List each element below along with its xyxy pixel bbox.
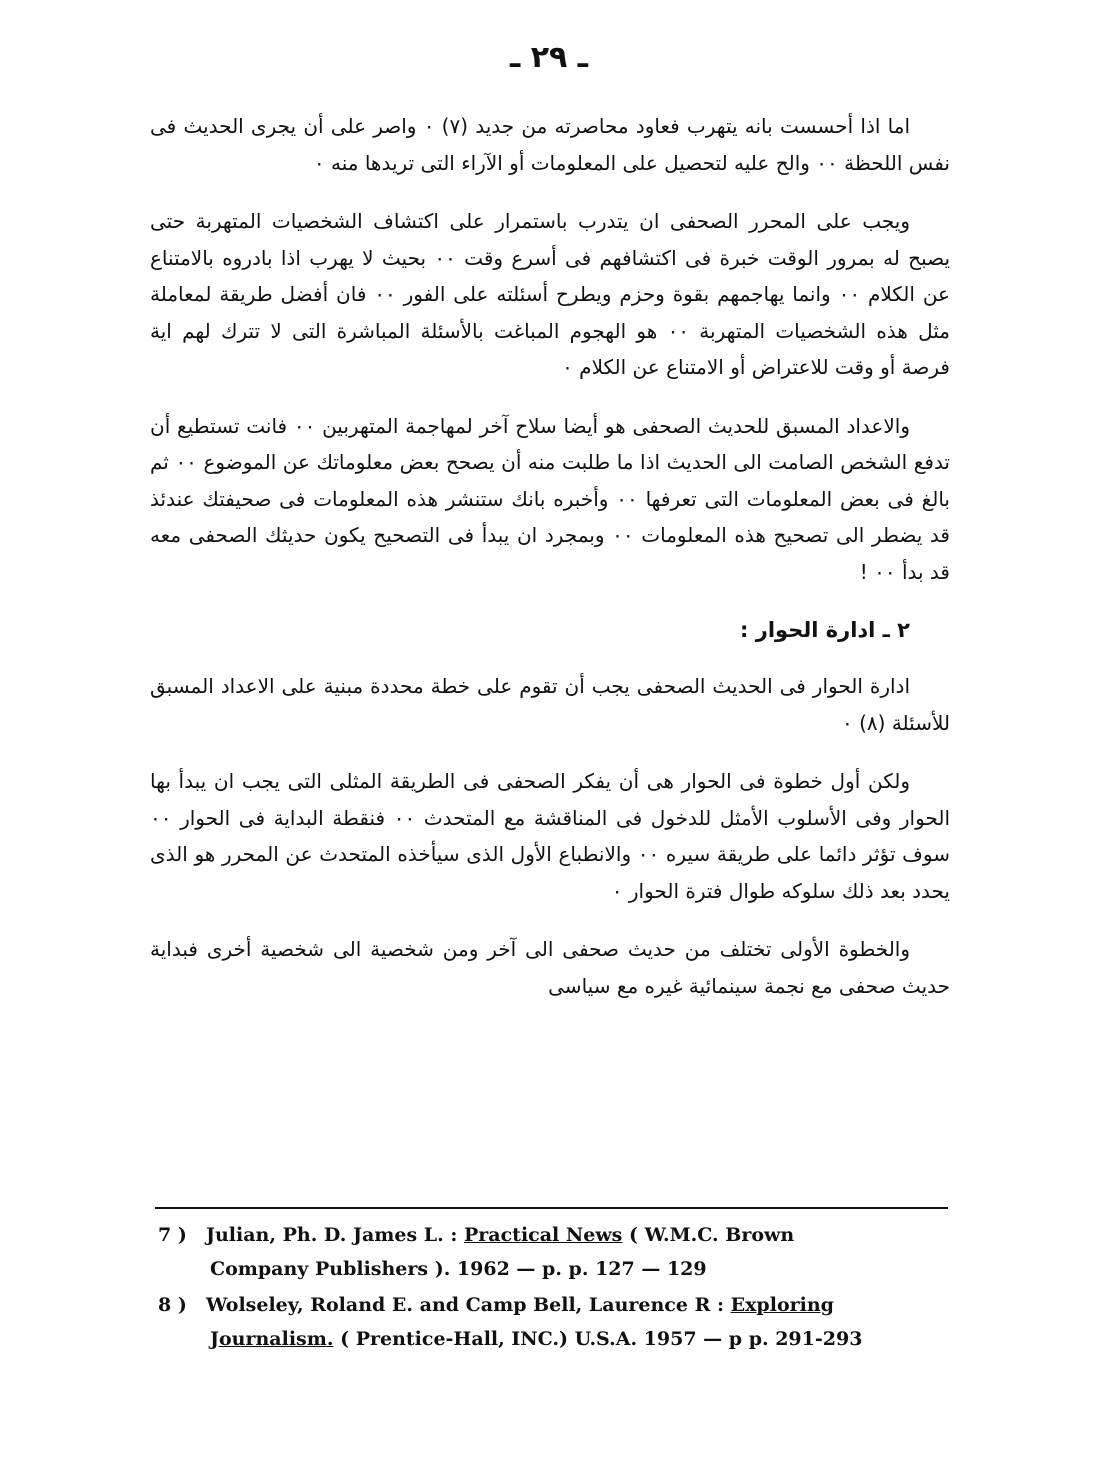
- footnote-number: 7 ): [158, 1224, 187, 1246]
- footnote-continuation: Company Publishers ). 1962 — p. p. 127 — 129: [210, 1258, 707, 1280]
- paragraph-1: اما اذا أحسست بانه يتهرب فعاود محاصرته من جديد (٧) ٠ واصر على أن يجرى الحديث فى نفس اللحظة ٠٠ والح عليه لتحصيل على المعلومات أو الآراء التى تريدها منه ٠: [150, 114, 950, 175]
- footnote-title: Exploring: [730, 1294, 834, 1316]
- footnote-author: Wolseley, Roland E. and Camp Bell, Laurence R :: [206, 1294, 731, 1316]
- footnote-author: Julian, Ph. D. James L. :: [206, 1224, 464, 1246]
- footnote-title: Practical News: [463, 1224, 623, 1246]
- footnote-continuation: [158, 1322, 958, 1356]
- footnote-number: 8 ): [158, 1294, 187, 1316]
- paragraph-3: والاعداد المسبق للحديث الصحفى هو أيضا سلاح آخر لمهاجمة المتهربين ٠٠ فانت تستطيع أن تدفع الشخص الصامت الى الحديث اذا ما طلبت منه أن يصحح بعض معلوماتك عن الموضوع ٠٠ ثم بالغ فى بعض المعلومات التى تعرفها ٠٠ وأخبره بانك ستنشر هذه المعلومات فى صحيفتك عندئذ قد يضطر الى تصحيح هذه المعلومات ٠٠ وبمجرد ان يبدأ فى التصحيح يكون حديثك الصحفى معه قد بدأ ٠٠ !: [150, 413, 951, 584]
- footnote-publisher: ( Prentice-Hall, INC.) U.S.A. 1957 — p p. 291-293: [333, 1328, 863, 1350]
- footnote-publisher: ( W.M.C. Brown: [622, 1224, 795, 1246]
- paragraph-2: ويجب على المحرر الصحفى ان يتدرب باستمرار على اكتشاف الشخصيات المتهربة حتى يصبح له بمرور الوقت خبرة فى اكتشافهم فى أسرع وقت ٠٠ بحيث لا يهرب اذا بادروه بالامتناع عن الكلام ٠٠ وانما يهاجمهم بقوة وحزم ويطرح أسئلته على الفور ٠٠ فان أفضل طريقة لمعاملة مثل هذه الشخصيات المتهربة ٠٠ هو الهجوم المباغت بالأسئلة المباشرة التى لا تترك لهم اية فرصة أو وقت للاعتراض أو الامتناع عن الكلام ٠: [150, 209, 951, 379]
- page-number: ـ ٢٩ ـ: [509, 40, 589, 75]
- footnotes: [158, 1218, 958, 1358]
- body-text: [150, 108, 950, 1026]
- section-heading: ٢ ـ ادارة الحوار :: [740, 618, 910, 642]
- footnote-8: [158, 1288, 958, 1356]
- footnote-7: [158, 1218, 958, 1286]
- paragraph-4: ادارة الحوار فى الحديث الصحفى يجب أن تقوم على خطة محددة مبنية على الاعداد المسبق للأسئلة (٨) ٠: [150, 674, 950, 735]
- footnote-title-cont: Journalism.: [210, 1328, 334, 1350]
- paragraph-6: والخطوة الأولى تختلف من حديث صحفى الى آخر ومن شخصية الى شخصية أخرى فبداية حديث صحفى مع نجمة سينمائية غيره مع سياسى: [150, 937, 950, 998]
- footnote-divider: [155, 1207, 948, 1209]
- paragraph-5: ولكن أول خطوة فى الحوار هى أن يفكر الصحفى فى الطريقة المثلى التى يجب ان يبدأ بها الحوار وفى الأسلوب الأمثل للدخول فى المناقشة مع المتحدث ٠٠ فنقطة البداية فى الحوار ٠٠ سوف تؤثر دائما على طريقة سيره ٠٠ والانطباع الأول الذى سيأخذه المتحدث عن المحرر هو الذى يحدد بعد ذلك سلوكه طوال فترة الحوار ٠: [150, 769, 950, 903]
